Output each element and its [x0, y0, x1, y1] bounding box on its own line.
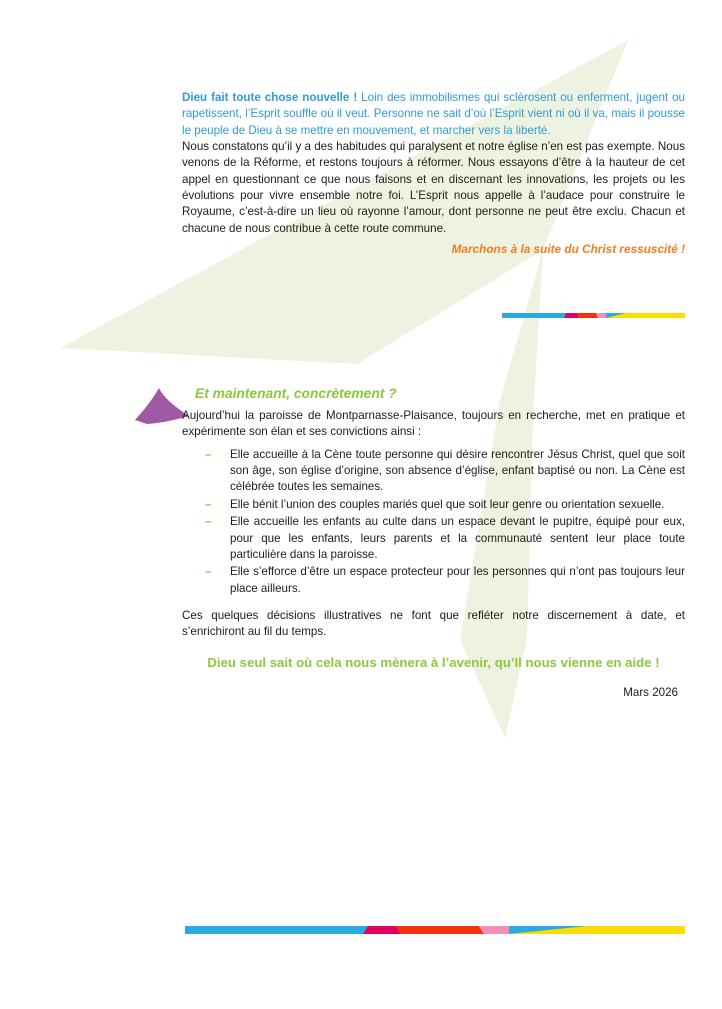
date: Mars 2026 — [623, 685, 678, 699]
dash-bullet-icon: – — [205, 497, 212, 511]
list-item — [182, 497, 685, 513]
list-item — [182, 447, 685, 496]
list-item — [182, 514, 685, 563]
section-heading: Et maintenant, concrètement ? — [195, 386, 397, 402]
closing-exclamation: Dieu seul sait où cela nous mènera à l’avenir, qu’Il nous vienne en aide ! — [207, 654, 660, 670]
list-item — [182, 564, 685, 597]
color-bar-bottom — [185, 926, 685, 934]
bullet-list — [182, 447, 685, 597]
dash-bullet-icon: – — [205, 515, 212, 529]
list-item-text: Elle accueille à la Cène toute personne qui désire rencontrer Jésus Christ, quel que soit son âge, son église d’origine, son absence d’église, enfant baptisé ou non. La Cène est célébrée toutes les semaines. — [230, 447, 685, 494]
list-item-text: Elle bénit l’union des couples mariés quel que soit leur genre ou orientation sexuelle. — [230, 497, 665, 511]
opening-lead: Dieu fait toute chose nouvelle ! — [182, 91, 362, 104]
dash-bullet-icon: – — [205, 447, 212, 461]
dash-bullet-icon: – — [205, 565, 212, 579]
tagline: Marchons à la suite du Christ ressuscité ! — [451, 242, 685, 257]
text-column — [182, 90, 685, 699]
opening-rest: Loin des immobilismes qui sclérosent ou enferment, jugent ou rapetissent, l’Esprit souffle où il veut. Personne ne sait d’où l’Esprit vient ni où il va, mais il pousse le peuple de Dieu à se mettre en mouvement, et marcher vers la liberté. — [182, 91, 685, 137]
list-item-text: Elle s’efforce d’être un espace protecteur pour les personnes qui n’ont pas toujours leur place ailleurs. — [230, 565, 685, 595]
list-item-text: Elle accueille les enfants au culte dans un espace devant le pupitre, équipé pour eux, pour que les enfants, leurs parents et la communauté sentent leur place toute particulière dans la paroisse. — [230, 515, 685, 561]
closing-paragraph: Ces quelques décisions illustratives ne font que refléter notre discernement à date, et s’enrichiront au fil du temps. — [182, 608, 685, 639]
opening-paragraph — [182, 90, 685, 139]
second-paragraph: Nous constatons qu’il y a des habitudes qui paralysent et notre église n’en est pas exempte. Nous venons de la Réforme, et restons toujours à réformer. Nous essayons d’être à la hauteur de cet appel en questionnant ce que nous faisons et en discernant les innovations, les projets ou les évolutions pour vivre ensemble notre foi. L’Esprit nous appelle à l’audace pour construire le Royaume, c’est-à-dire un lieu où rayonne l’amour, dont personne ne peut être exclu. Chacun et chacune de nous contribue à cette route commune. — [182, 140, 685, 235]
section-intro: Aujourd’hui la paroisse de Montparnasse-Plaisance, toujours en recherche, met en pratique et expérimente son élan et ses convictions ainsi : — [182, 409, 685, 439]
